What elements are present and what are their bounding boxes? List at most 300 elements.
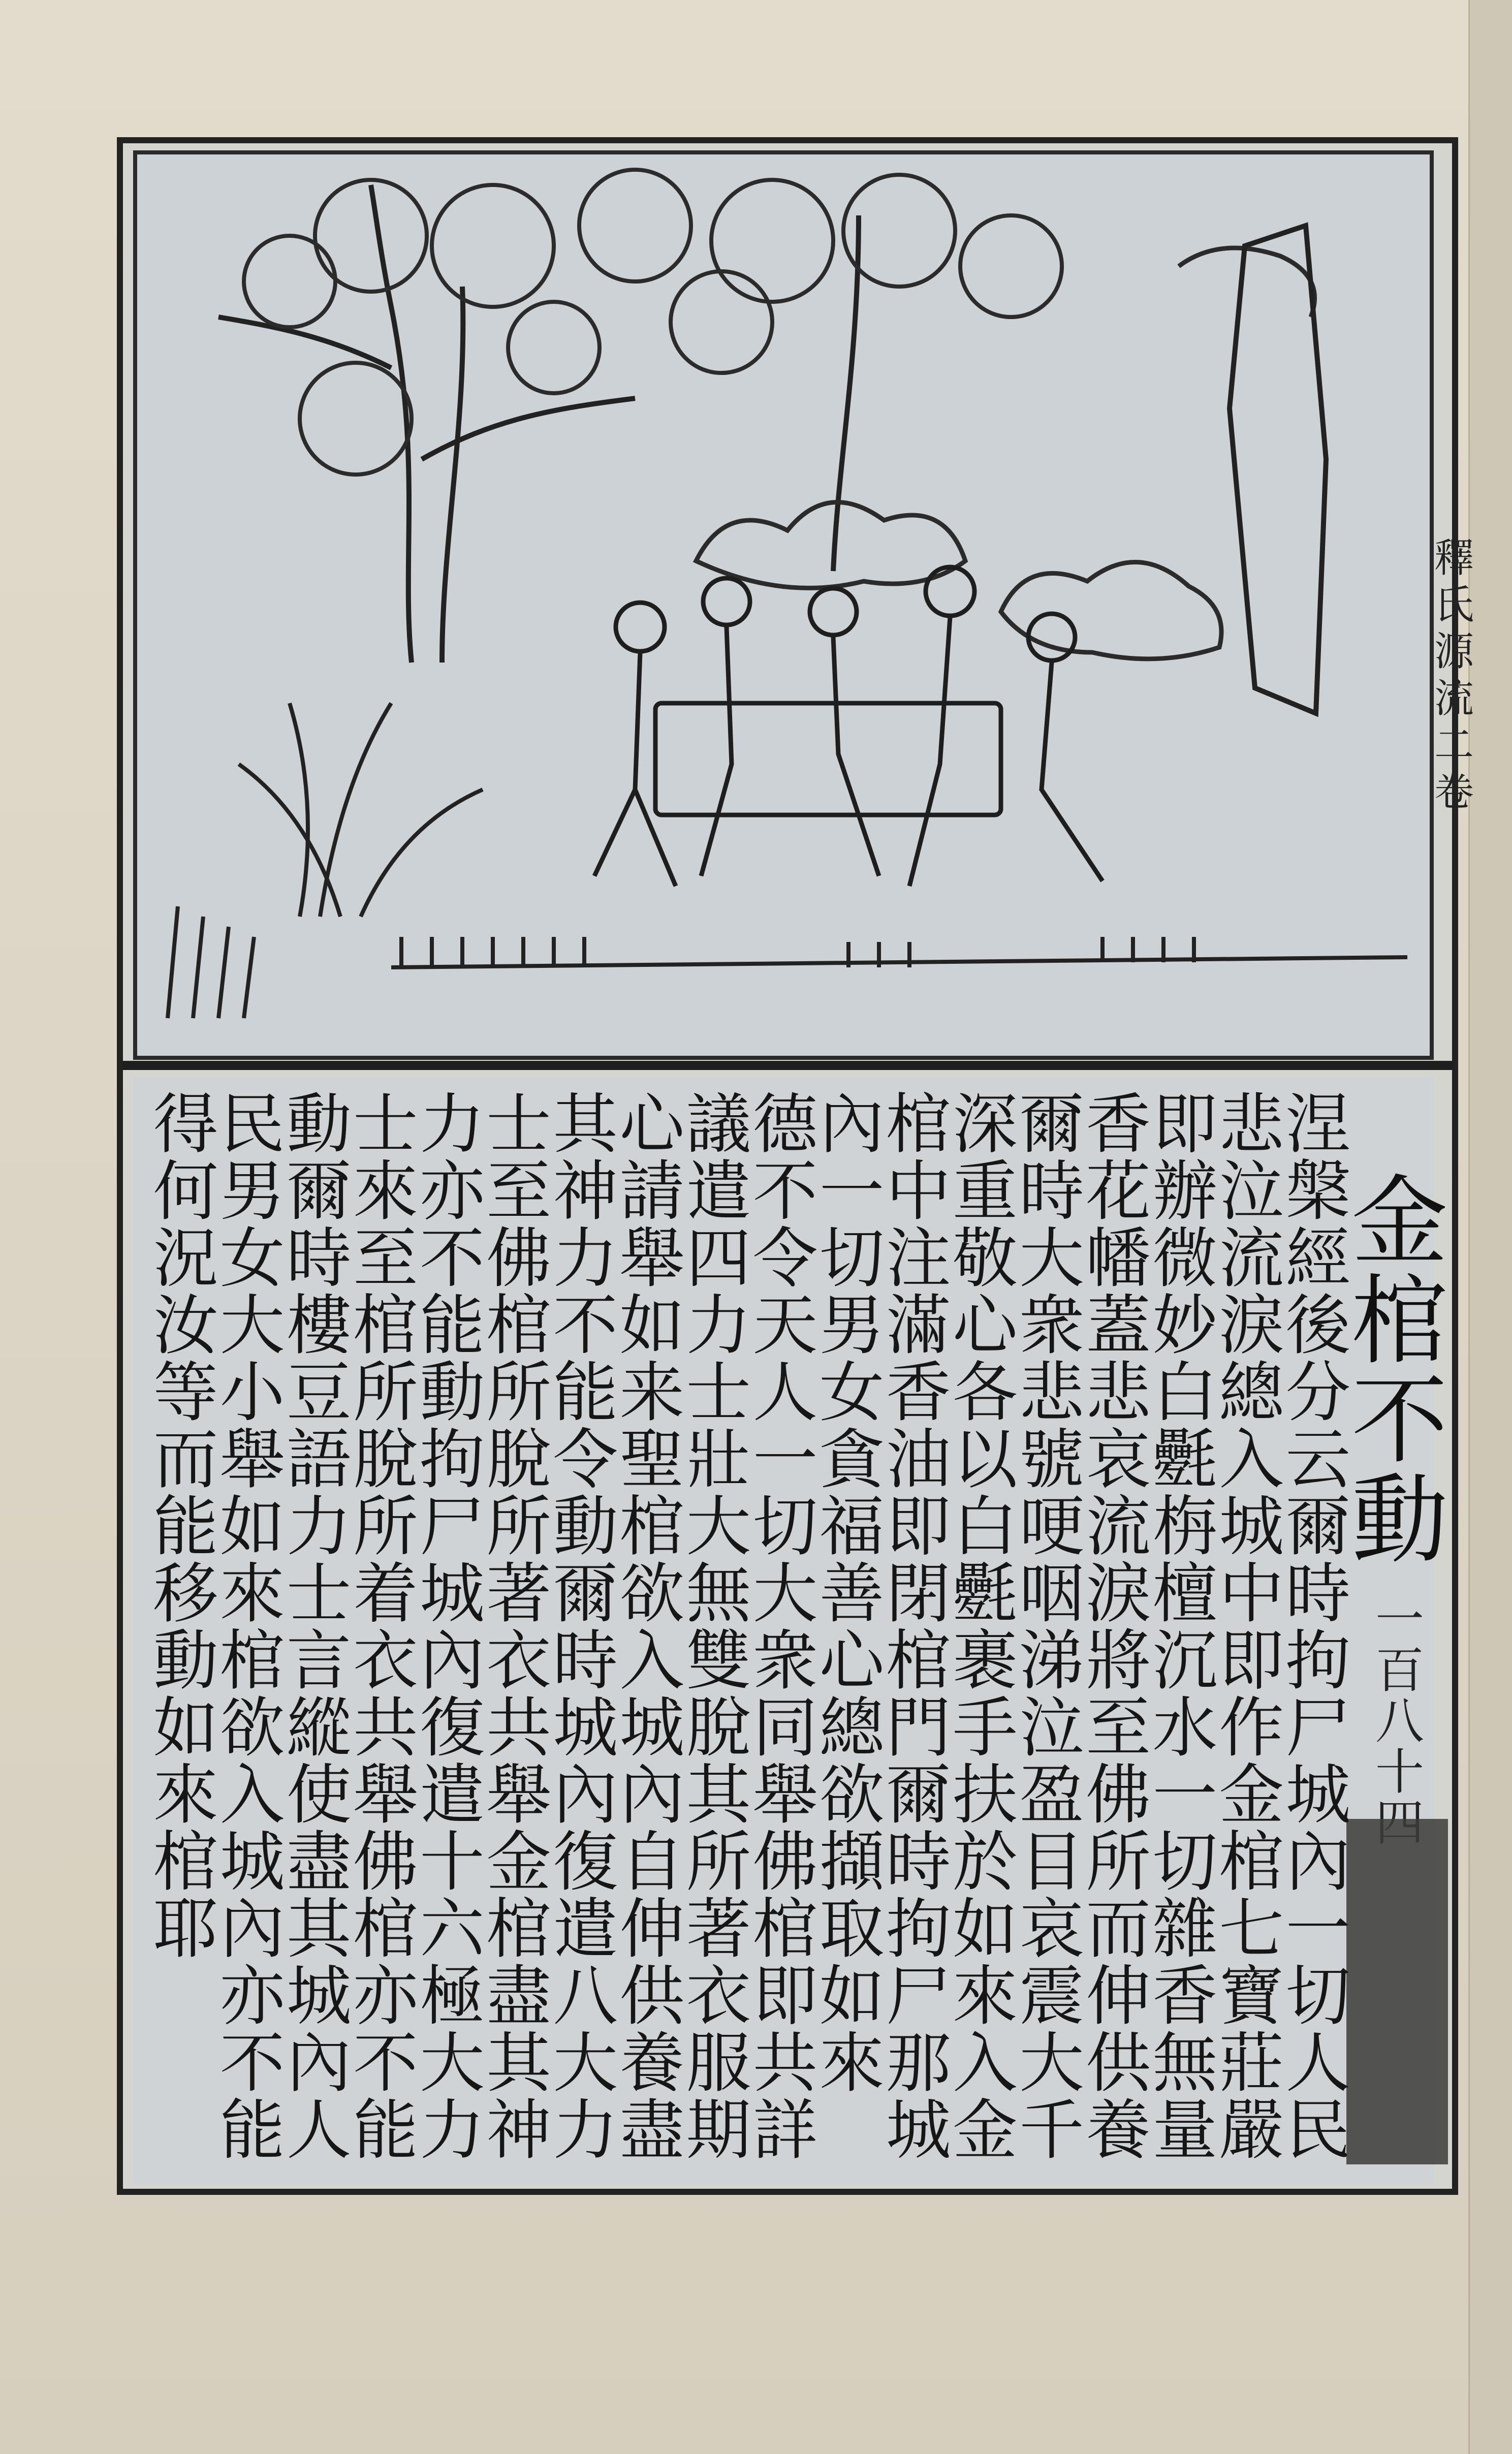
text-char: 幡	[1086, 1221, 1151, 1297]
text-char: 耶	[153, 1892, 218, 1967]
text-char: 盡	[486, 1959, 552, 2034]
text-char: 哀	[1019, 1892, 1084, 1967]
text-char: 白	[1152, 1355, 1218, 1431]
text-char: 六	[419, 1892, 485, 1967]
text-char: 言	[286, 1623, 352, 1699]
text-char: 遣	[686, 1154, 751, 1230]
text-char: 所	[1086, 1824, 1151, 1900]
text-char: 動	[286, 1087, 352, 1162]
text-char: 舉	[619, 1221, 685, 1297]
text-char: 共	[353, 1690, 418, 1766]
text-char: 棺	[486, 1892, 552, 1967]
text-char: 力	[286, 1489, 352, 1565]
text-char: 至	[353, 1221, 418, 1297]
text-char: 棺	[752, 1892, 818, 1967]
text-char: 民	[219, 1087, 285, 1162]
text-char: 內	[1285, 1824, 1351, 1900]
edge-label	[1434, 536, 1474, 815]
text-char: 寶	[1219, 1959, 1284, 2034]
text-char: 妙	[1152, 1288, 1218, 1364]
text-char: 即	[1219, 1623, 1284, 1699]
text-char: 一	[819, 1154, 885, 1230]
text-char: 流	[1219, 1221, 1284, 1297]
text-char: 城	[1285, 1757, 1351, 1833]
text-char: 爾	[1019, 1087, 1084, 1162]
text-char: 力	[553, 2093, 618, 2168]
text-char: 重	[952, 1154, 1018, 1230]
text-char: 十	[419, 1824, 485, 1900]
text-char: 時	[1285, 1556, 1351, 1632]
text-char: 油	[886, 1422, 951, 1498]
text-char: 至	[1086, 1690, 1151, 1766]
section-divider	[123, 1061, 1454, 1070]
text-char: 無	[1152, 2026, 1218, 2101]
text-char: 大	[1019, 1221, 1084, 1297]
text-char: 衣	[686, 1959, 751, 2034]
text-char: 極	[419, 1959, 485, 2034]
text-char: 棺	[353, 1288, 418, 1364]
text-char: 詳	[752, 2093, 818, 2168]
text-char: 時	[886, 1824, 951, 1900]
text-char: 衣	[353, 1623, 418, 1699]
text-char: 檀	[1152, 1556, 1218, 1632]
text-char: 閉	[886, 1556, 951, 1632]
text-char: 金	[952, 2093, 1018, 2168]
edge-char: 源	[1434, 629, 1474, 675]
edge-char: 二	[1434, 722, 1474, 768]
text-char: 力	[553, 1221, 618, 1297]
text-char: 衆	[1019, 1288, 1084, 1364]
text-char: 取	[819, 1892, 885, 1967]
text-char: 內	[619, 1757, 685, 1833]
text-char: 令	[752, 1221, 818, 1297]
text-char: 切	[1152, 1824, 1218, 1900]
text-char: 涅	[1285, 1087, 1351, 1162]
text-column	[885, 1087, 952, 2168]
text-char: 栴	[1152, 1489, 1218, 1565]
text-char: 小	[219, 1355, 285, 1431]
text-char: 亦	[419, 1154, 485, 1230]
text-char: 福	[819, 1489, 885, 1565]
number-char: 八	[1375, 1693, 1424, 1750]
text-char: 舉	[219, 1422, 285, 1498]
text-char: 來	[952, 1959, 1018, 2034]
text-char: 豆	[286, 1355, 352, 1431]
text-char: 盡	[619, 2093, 685, 2168]
text-char: 來	[353, 1154, 418, 1230]
text-columns	[152, 1087, 1351, 2168]
text-char: 千	[1019, 2093, 1084, 2168]
adjacent-page-edge	[1468, 0, 1512, 2454]
text-char: 脫	[486, 1422, 552, 1498]
text-column	[619, 1087, 685, 2168]
text-char: 脫	[353, 1422, 418, 1498]
edge-char: 氏	[1434, 582, 1474, 628]
text-column	[818, 1087, 885, 2164]
text-char: 不	[219, 2026, 285, 2101]
text-char: 貪	[819, 1422, 885, 1498]
text-char: 自	[619, 1824, 685, 1900]
text-column	[1018, 1087, 1085, 2168]
text-column	[752, 1087, 818, 2168]
text-char: 云	[1285, 1422, 1351, 1498]
text-char: 中	[886, 1154, 951, 1230]
text-char: 微	[1152, 1221, 1218, 1297]
text-char: 門	[886, 1690, 951, 1766]
text-char: 悲	[1086, 1355, 1151, 1431]
text-char: 內	[286, 2026, 352, 2101]
text-char: 力	[686, 1288, 751, 1364]
text-char: 入	[1219, 1422, 1284, 1498]
text-char: 能	[553, 1355, 618, 1431]
text-char: 佛	[752, 1824, 818, 1900]
text-char: 來	[153, 1757, 218, 1833]
text-column	[685, 1087, 752, 2168]
text-char: 如	[819, 1959, 885, 2034]
text-char: 切	[1285, 1959, 1351, 2034]
text-char: 城	[419, 1556, 485, 1632]
text-char: 復	[553, 1824, 618, 1900]
page-number	[1367, 1591, 1433, 1849]
text-char: 扶	[952, 1757, 1018, 1833]
text-char: 來	[819, 2026, 885, 2101]
text-char: 能	[353, 2093, 418, 2168]
text-char: 爾	[286, 1154, 352, 1230]
text-char: 後	[1285, 1288, 1351, 1364]
text-char: 棺	[1219, 1824, 1284, 1900]
text-char: 大	[553, 2026, 618, 2101]
text-char: 供	[1086, 2026, 1151, 2101]
text-char: 能	[153, 1489, 218, 1565]
text-char: 其	[286, 1892, 352, 1967]
text-char: 心	[619, 1087, 685, 1162]
text-char: 共	[486, 1690, 552, 1766]
text-char: 移	[153, 1556, 218, 1632]
text-char: 請	[619, 1154, 685, 1230]
text-char: 女	[219, 1221, 285, 1297]
text-char: 舉	[486, 1757, 552, 1833]
text-char: 同	[752, 1690, 818, 1766]
text-column	[219, 1087, 286, 2168]
text-char: 縱	[286, 1690, 352, 1766]
text-char: 如	[153, 1690, 218, 1766]
text-char: 金	[1219, 1757, 1284, 1833]
text-char: 養	[1086, 2093, 1151, 2168]
edge-char: 流	[1434, 676, 1474, 721]
text-char: 切	[752, 1489, 818, 1565]
text-char: 哀	[1086, 1422, 1151, 1498]
text-char: 著	[686, 1892, 751, 1967]
text-char: 不	[353, 2026, 418, 2101]
text-char: 如	[619, 1288, 685, 1364]
number-char: 十	[1375, 1744, 1424, 1801]
text-char: 拘	[886, 1892, 951, 1967]
text-column	[486, 1087, 552, 2168]
text-char: 使	[286, 1757, 352, 1833]
number-char: 百	[1375, 1642, 1424, 1699]
text-char: 作	[1219, 1690, 1284, 1766]
text-char: 著	[486, 1556, 552, 1632]
text-char: 以	[952, 1422, 1018, 1498]
text-column	[152, 1087, 219, 2164]
text-char: 衆	[752, 1623, 818, 1699]
text-char: 遣	[553, 1892, 618, 1967]
text-char: 香	[1152, 1959, 1218, 2034]
text-char: 伸	[1086, 1959, 1151, 2034]
text-char: 拘	[1285, 1623, 1351, 1699]
text-char: 等	[153, 1355, 218, 1431]
text-char: 泣	[1219, 1154, 1284, 1230]
text-char: 不	[553, 1288, 618, 1364]
text-char: 何	[153, 1154, 218, 1230]
text-char: 涕	[1019, 1623, 1084, 1699]
text-char: 蓋	[1086, 1288, 1151, 1364]
text-char: 能	[419, 1288, 485, 1364]
text-char: 一	[1285, 1892, 1351, 1967]
title-char: 不	[1351, 1365, 1448, 1477]
text-char: 目	[1019, 1824, 1084, 1900]
text-char: 動	[153, 1623, 218, 1699]
text-char: 氎	[1152, 1422, 1218, 1498]
text-char: 欲	[819, 1757, 885, 1833]
text-char: 女	[819, 1355, 885, 1431]
text-char: 城	[619, 1690, 685, 1766]
text-char: 內	[553, 1757, 618, 1833]
text-char: 時	[286, 1221, 352, 1297]
text-char: 分	[1285, 1355, 1351, 1431]
page-title	[1351, 1166, 1448, 1577]
text-char: 大	[686, 1489, 751, 1565]
text-char: 語	[286, 1422, 352, 1498]
text-char: 裹	[952, 1623, 1018, 1699]
text-char: 中	[1219, 1556, 1284, 1632]
text-char: 注	[886, 1221, 951, 1297]
text-char: 爾	[1285, 1489, 1351, 1565]
text-char: 令	[553, 1422, 618, 1498]
ink-block	[1346, 1819, 1448, 2164]
text-char: 流	[1086, 1489, 1151, 1565]
text-char: 於	[952, 1824, 1018, 1900]
text-char: 棺	[219, 1623, 285, 1699]
text-char: 香	[886, 1355, 951, 1431]
text-char: 遣	[419, 1757, 485, 1833]
text-char: 內	[219, 1892, 285, 1967]
text-char: 不	[419, 1221, 485, 1297]
text-char: 佛	[353, 1824, 418, 1900]
title-char: 棺	[1351, 1265, 1448, 1377]
text-char: 佛	[486, 1221, 552, 1297]
title-char: 金	[1351, 1166, 1448, 1278]
text-char: 其	[686, 1757, 751, 1833]
text-char: 時	[553, 1623, 618, 1699]
text-char: 神	[553, 1154, 618, 1230]
text-char: 共	[752, 2026, 818, 2101]
text-char: 悲	[1019, 1355, 1084, 1431]
text-char: 尸	[419, 1489, 485, 1565]
text-char: 士	[486, 1087, 552, 1162]
text-char: 汝	[153, 1288, 218, 1364]
text-char: 槃	[1285, 1154, 1351, 1230]
text-char: 來	[219, 1556, 285, 1632]
text-char: 而	[153, 1422, 218, 1498]
text-char: 擷	[819, 1824, 885, 1900]
text-char: 動	[553, 1489, 618, 1565]
text-char: 德	[752, 1087, 818, 1162]
text-char: 民	[1285, 2093, 1351, 2168]
text-char: 七	[1219, 1892, 1284, 1967]
text-char: 泣	[1019, 1690, 1084, 1766]
text-char: 如	[219, 1489, 285, 1565]
text-char: 着	[353, 1556, 418, 1632]
text-char: 天	[752, 1288, 818, 1364]
text-char: 將	[1086, 1623, 1151, 1699]
text-char: 舉	[752, 1757, 818, 1833]
text-column	[552, 1087, 619, 2168]
text-char: 入	[952, 2026, 1018, 2101]
woodblock-illustration	[133, 150, 1434, 1060]
text-char: 入	[619, 1623, 685, 1699]
text-char: 所	[486, 1489, 552, 1565]
text-char: 一	[1152, 1757, 1218, 1833]
text-char: 水	[1152, 1690, 1218, 1766]
title-char: 動	[1351, 1464, 1448, 1577]
text-char: 其	[553, 1087, 618, 1162]
text-char: 心	[952, 1288, 1018, 1364]
text-char: 人	[286, 2093, 352, 2168]
text-char: 即	[752, 1959, 818, 2034]
text-char: 養	[619, 2026, 685, 2101]
edge-char: 卷	[1434, 769, 1474, 815]
text-char: 人	[1285, 2026, 1351, 2101]
number-char: 一	[1375, 1591, 1424, 1648]
text-char: 棺	[886, 1087, 951, 1162]
text-char: 力	[419, 2093, 485, 2168]
text-char: 如	[952, 1892, 1018, 1967]
text-char: 沉	[1152, 1623, 1218, 1699]
text-char: 爾	[553, 1556, 618, 1632]
text-column	[1085, 1087, 1152, 2168]
text-char: 復	[419, 1690, 485, 1766]
text-char: 所	[353, 1355, 418, 1431]
text-char: 尸	[886, 1959, 951, 2034]
text-char: 所	[486, 1355, 552, 1431]
text-char: 亦	[353, 1959, 418, 2034]
text-char: 無	[686, 1556, 751, 1632]
text-char: 號	[1019, 1422, 1084, 1498]
text-char: 滿	[886, 1288, 951, 1364]
text-char: 欲	[619, 1556, 685, 1632]
text-char: 雜	[1152, 1892, 1218, 1967]
text-char: 拘	[419, 1422, 485, 1498]
text-char: 哽	[1019, 1489, 1084, 1565]
text-column	[419, 1087, 485, 2168]
text-char: 来	[619, 1355, 685, 1431]
text-char: 能	[219, 2093, 285, 2168]
text-char: 亦	[219, 1959, 285, 2034]
text-char: 總	[819, 1690, 885, 1766]
text-char: 舉	[353, 1757, 418, 1833]
text-char: 四	[686, 1221, 751, 1297]
text-char: 尸	[1285, 1690, 1351, 1766]
text-char: 供	[619, 1959, 685, 2034]
text-char: 切	[819, 1221, 885, 1297]
text-char: 即	[1152, 1087, 1218, 1162]
text-char: 嚴	[1219, 2093, 1284, 2168]
text-char: 欲	[219, 1690, 285, 1766]
text-char: 白	[952, 1489, 1018, 1565]
text-char: 樓	[286, 1288, 352, 1364]
text-char: 動	[419, 1355, 485, 1431]
text-char: 時	[1019, 1154, 1084, 1230]
text-char: 內	[819, 1087, 885, 1162]
text-char: 得	[153, 1087, 218, 1162]
text-char: 男	[819, 1288, 885, 1364]
text-char: 咽	[1019, 1556, 1084, 1632]
text-char: 敬	[952, 1221, 1018, 1297]
text-char: 服	[686, 2026, 751, 2101]
text-char: 脫	[686, 1690, 751, 1766]
text-char: 辦	[1152, 1154, 1218, 1230]
text-char: 況	[153, 1221, 218, 1297]
illustration-drawing	[137, 154, 1434, 1060]
text-char: 大	[219, 1288, 285, 1364]
text-char: 震	[1019, 1959, 1084, 2034]
text-char: 總	[1219, 1355, 1284, 1431]
text-char: 淚	[1219, 1288, 1284, 1364]
text-char: 深	[952, 1087, 1018, 1162]
text-char: 一	[752, 1422, 818, 1498]
text-char: 城	[286, 1959, 352, 2034]
text-char: 大	[1019, 2026, 1084, 2101]
text-char: 即	[886, 1489, 951, 1565]
text-char: 金	[486, 1824, 552, 1900]
text-char: 佛	[1086, 1757, 1151, 1833]
text-char: 量	[1152, 2093, 1218, 2168]
text-char: 盈	[1019, 1757, 1084, 1833]
text-char: 香	[1086, 1087, 1151, 1162]
text-char: 議	[686, 1087, 751, 1162]
text-char: 八	[553, 1959, 618, 2034]
text-char: 所	[353, 1489, 418, 1565]
text-char: 士	[686, 1355, 751, 1431]
text-char: 氎	[952, 1556, 1018, 1632]
text-char: 期	[686, 2093, 751, 2168]
text-char: 不	[752, 1154, 818, 1230]
text-char: 悲	[1219, 1087, 1284, 1162]
text-char: 大	[752, 1556, 818, 1632]
text-char: 經	[1285, 1221, 1351, 1297]
text-char: 內	[419, 1623, 485, 1699]
text-char: 伸	[619, 1892, 685, 1967]
text-char: 男	[219, 1154, 285, 1230]
text-char: 爾	[886, 1757, 951, 1833]
text-column	[1152, 1087, 1218, 2168]
text-char: 棺	[886, 1623, 951, 1699]
text-char: 壯	[686, 1422, 751, 1498]
text-char: 城	[219, 1824, 285, 1900]
text-char: 花	[1086, 1154, 1151, 1230]
text-char: 入	[219, 1757, 285, 1833]
text-column	[352, 1087, 419, 2168]
text-char: 淚	[1086, 1556, 1151, 1632]
text-char: 那	[886, 2026, 951, 2101]
text-char: 其	[486, 2026, 552, 2101]
text-char: 士	[286, 1556, 352, 1632]
text-char: 莊	[1219, 2026, 1284, 2101]
text-char: 人	[752, 1355, 818, 1431]
text-char: 城	[886, 2093, 951, 2168]
text-char: 城	[1219, 1489, 1284, 1565]
